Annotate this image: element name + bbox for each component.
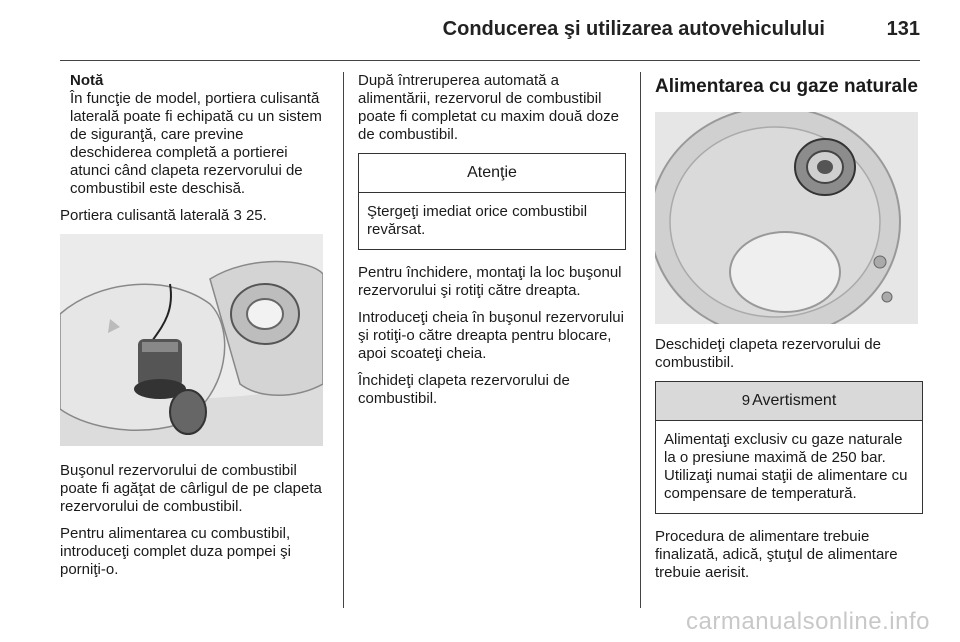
note-block (70, 72, 328, 198)
cng-filler-photo (655, 112, 918, 324)
warning-header (656, 382, 922, 421)
paragraph-close-flap: Închideţi clapeta rezervorului de combustibil. (358, 372, 570, 407)
warning-triangle-icon: 9 (741, 392, 751, 409)
arrow-reference-icon: 3 (233, 207, 242, 224)
reference-page: 25. (241, 207, 267, 224)
caution-text: Ştergeţi imediat orice combustibil revărsat. (367, 203, 588, 238)
paragraph-venting: Procedura de alimentare trebuie finalizată, adică, ştuţul de alimentare trebuie aerisit. (655, 528, 898, 581)
watermark: carmanualsonline.info (686, 608, 930, 635)
cng-filler-illustration (655, 112, 918, 324)
warning-title: Avertisment (752, 392, 837, 409)
column-divider-1 (343, 72, 344, 608)
fuel-cap-illustration (60, 234, 323, 446)
header-rule (60, 60, 920, 61)
caution-box (358, 153, 626, 250)
column-1 (60, 72, 328, 588)
caption-open-flap: Deschideţi clapeta rezervorului de combustibil. (655, 336, 881, 371)
paragraph-cap-hook: Buşonul rezervorului de combustibil poate fi agăţat de cârligul de pe clapeta rezervorului de combustibil. (60, 462, 322, 515)
reference-line (60, 207, 328, 225)
header-title: Conducerea şi utilizarea autovehiculului (442, 18, 825, 40)
section-heading: Alimentarea cu gaze naturale (655, 76, 918, 97)
warning-text: Alimentaţi exclusiv cu gaze naturale la o presiune maximă de 250 bar. Utilizaţi numai staţii de alimentare cu compensare de temperatură. (664, 431, 908, 502)
paragraph-after-shutoff: După întreruperea automată a alimentării, rezervorul de combustibil poate fi completat cu maxim două doze de combustibil. (358, 72, 619, 143)
note-text: În funcţie de model, portiera culisantă laterală poate fi echipată cu un sistem de siguranţă, care previne deschiderea completă a portierei atunci când clapeta rezervorului de combustibil este deschisă. (70, 90, 322, 197)
reference-text: Portiera culisantă laterală (60, 207, 230, 224)
page-number: 131 (886, 18, 920, 40)
fuel-cap-photo (60, 234, 323, 446)
caution-title: Atenţie (359, 154, 625, 193)
column-3 (655, 72, 923, 591)
paragraph-fueling: Pentru alimentarea cu combustibil, introduceţi complet duza pompei şi porniţi-o. (60, 525, 291, 578)
column-divider-2 (640, 72, 641, 608)
note-title: Notă (70, 72, 104, 89)
paragraph-closing: Pentru închidere, montaţi la loc buşonul rezervorului şi rotiţi către dreapta. (358, 264, 622, 299)
column-2 (358, 72, 626, 417)
paragraph-locking: Introduceţi cheia în buşonul rezervorului şi rotiţi-o către dreapta pentru blocare, apoi scoateţi cheia. (358, 309, 624, 362)
warning-box (655, 381, 923, 514)
page-header (60, 18, 920, 48)
